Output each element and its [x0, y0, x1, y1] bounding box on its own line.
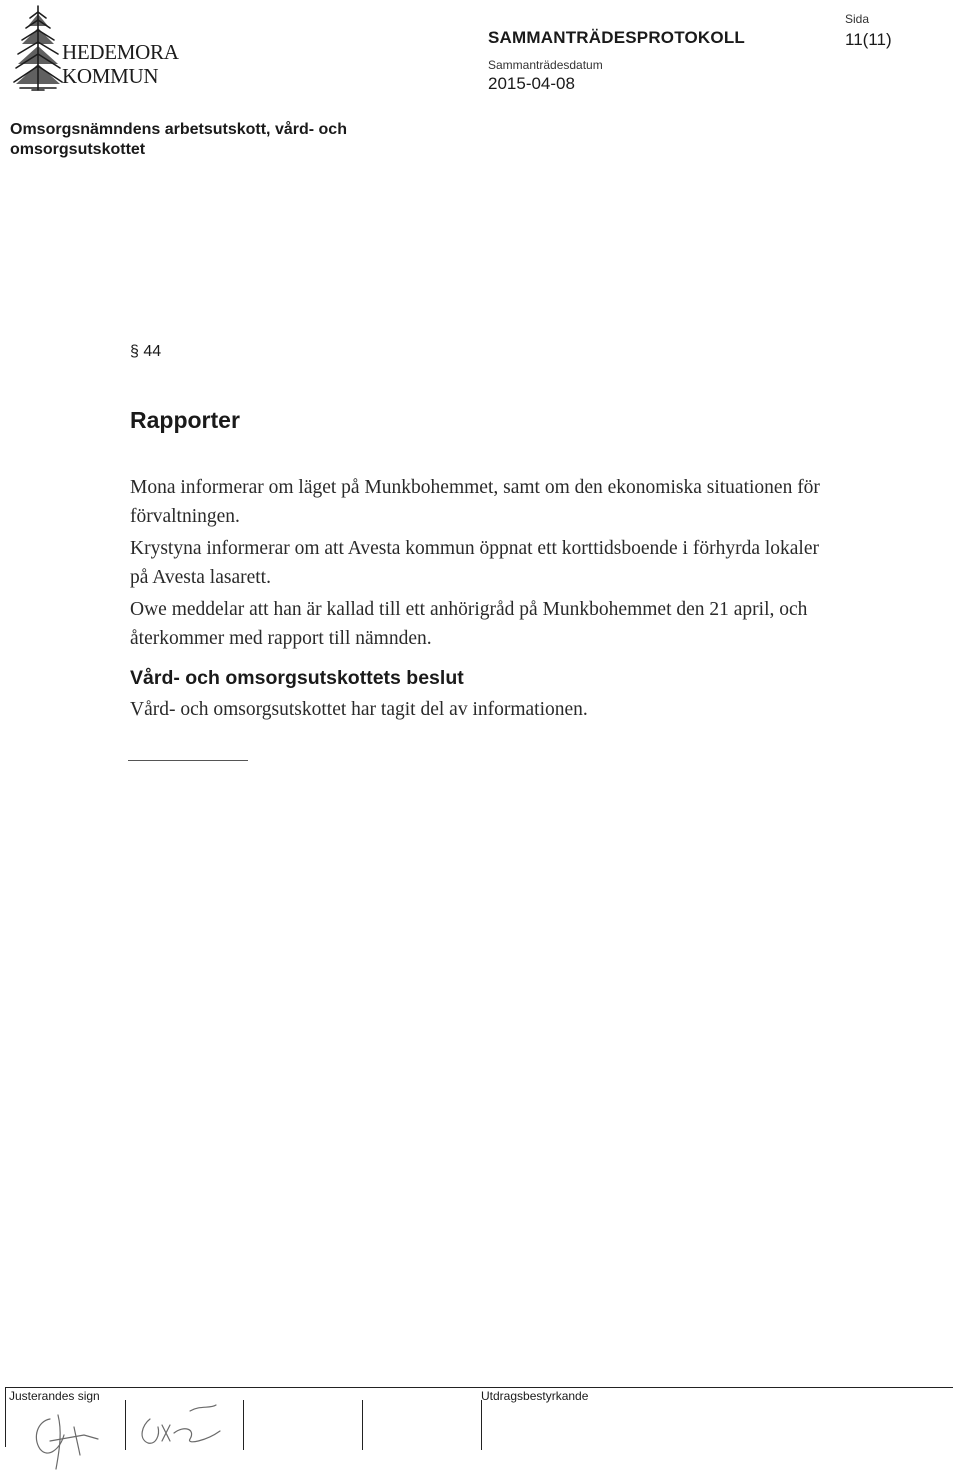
body-paragraph: Mona informerar om läget på Munkbohemmet, samt om den ekonomiska situationen för förvaltningen.	[130, 477, 820, 527]
logo-line-1: HEDEMORA	[62, 40, 179, 64]
section-title: Rapporter	[130, 407, 240, 433]
page-number: 11(11)	[845, 30, 892, 49]
end-rule	[128, 760, 248, 761]
body-paragraph: Krystyna informerar om att Avesta kommun öppnat ett korttidsboende i förhyrda lokaler på Avesta lasarett.	[130, 538, 820, 588]
paragraph-number: § 44	[130, 343, 162, 360]
logo-wordmark	[62, 40, 179, 88]
date-label: Sammanträdesdatum	[488, 58, 603, 72]
logo-line-2: KOMMUN	[62, 64, 159, 88]
extract-label: Utdragsbestyrkande	[481, 1389, 589, 1403]
footer-divider	[481, 1400, 482, 1450]
decision-heading: Vård- och omsorgsutskottets beslut	[130, 667, 464, 689]
document-type: SAMMANTRÄDESPROTOKOLL	[488, 28, 745, 47]
section-body	[130, 473, 830, 656]
footer-divider	[5, 1387, 6, 1447]
footer-divider	[362, 1400, 363, 1450]
page-label: Sida	[845, 12, 870, 26]
committee-name: Omsorgsnämndens arbetsutskott, vård- och omsorgsutskottet	[10, 121, 347, 158]
date-value: 2015-04-08	[488, 74, 575, 93]
handwritten-signatures	[20, 1385, 250, 1475]
sign-label: Justerandes sign	[9, 1389, 100, 1403]
spruce-tree-icon	[10, 4, 66, 96]
body-paragraph: Owe meddelar att han är kallad till ett anhörigråd på Munkbohemmet den 21 april, och återkommer med rapport till nämnden.	[130, 599, 808, 649]
decision-text: Vård- och omsorgsutskottet har tagit del av informationen.	[130, 699, 588, 720]
